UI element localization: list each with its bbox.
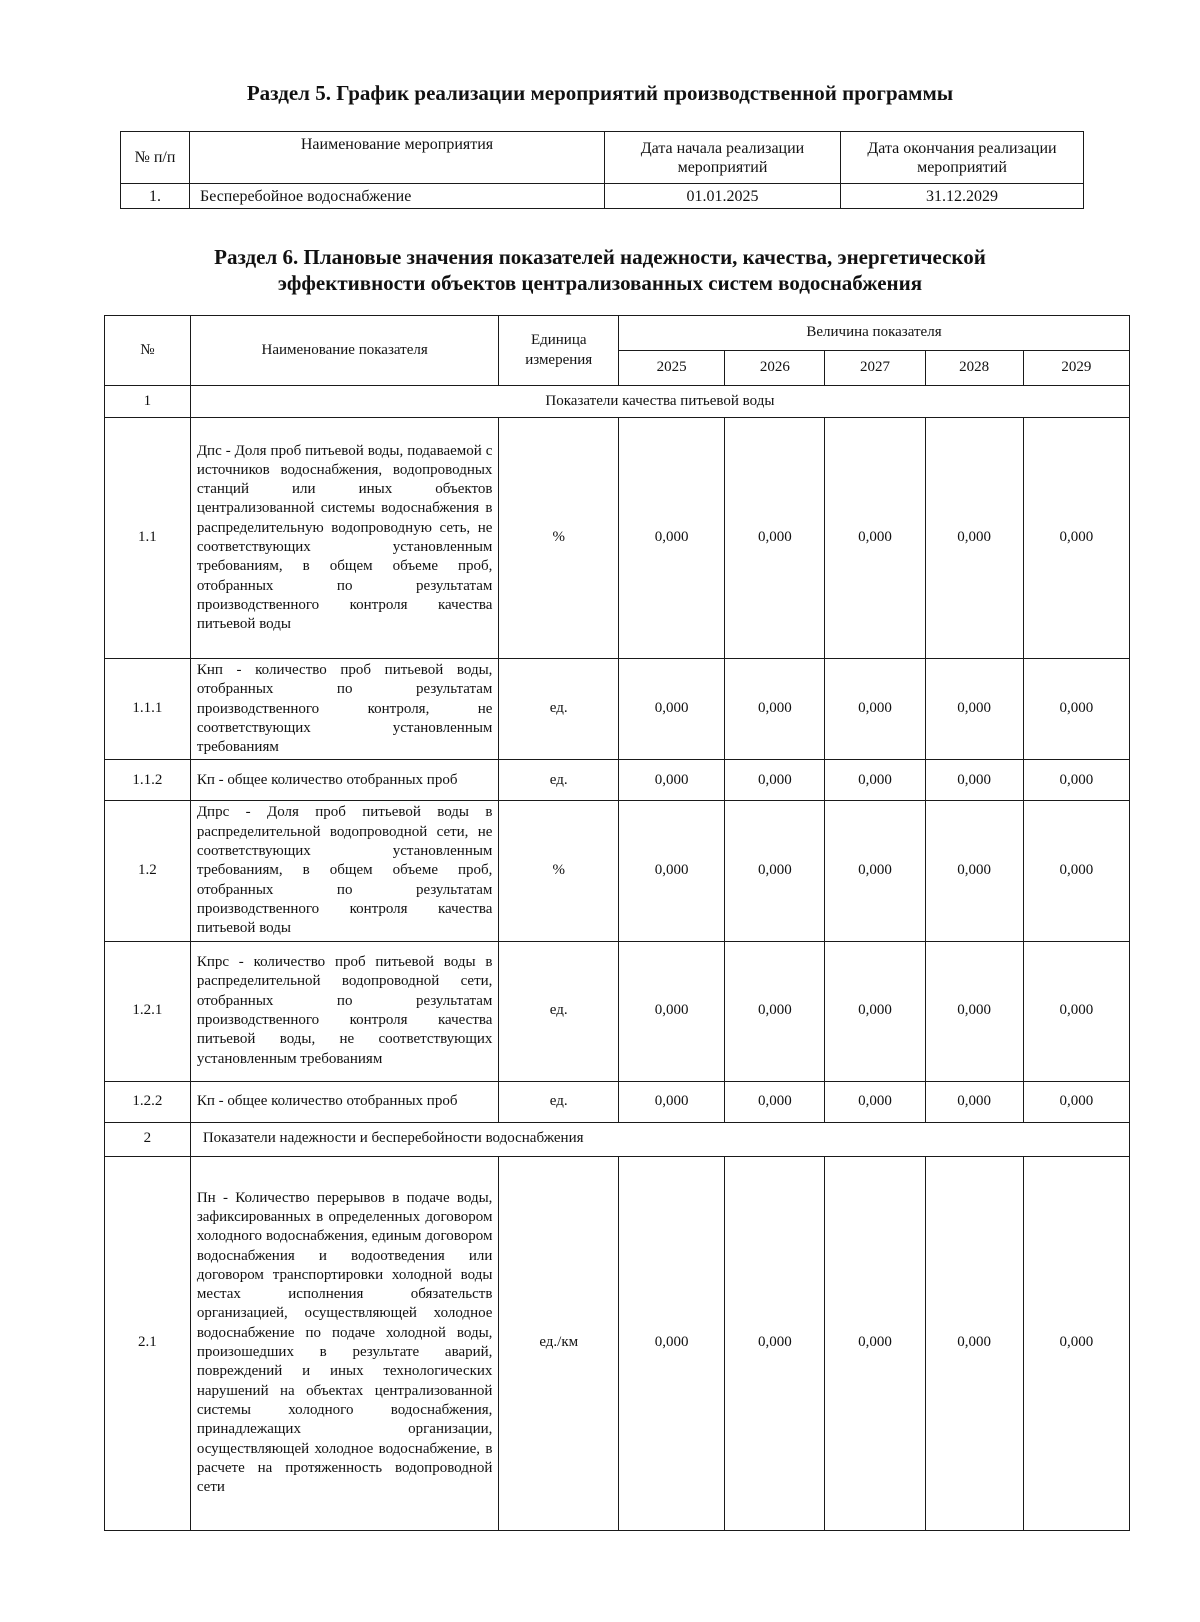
row-value-2028: 0,000 <box>925 418 1023 659</box>
table-row <box>105 1156 1130 1530</box>
col-header-year: 2029 <box>1023 351 1129 386</box>
table-row <box>105 801 1130 941</box>
row-value-2026: 0,000 <box>725 1156 825 1530</box>
row-num: 1.2.2 <box>105 1081 191 1122</box>
col-header-year: 2027 <box>825 351 925 386</box>
row-value-2027: 0,000 <box>825 418 925 659</box>
row-start-date: 01.01.2025 <box>605 184 841 209</box>
row-value-2027: 0,000 <box>825 760 925 801</box>
row-value-2029: 0,000 <box>1023 418 1129 659</box>
row-value-2026: 0,000 <box>725 418 825 659</box>
header-row-1 <box>105 316 1130 351</box>
row-value-2027: 0,000 <box>825 1081 925 1122</box>
row-unit: ед./км <box>499 1156 619 1530</box>
row-unit: ед. <box>499 760 619 801</box>
row-value-2025: 0,000 <box>619 941 725 1081</box>
row-indicator-name: Кпрс - количество проб питьевой воды в распределительной водопроводной сети, отобранных по результатам производственного контроля качества питьевой воды, не соответствующих установленным требованиям <box>190 941 499 1081</box>
row-indicator-name: Кп - общее количество отобранных проб <box>190 1081 499 1122</box>
group-row <box>105 386 1130 418</box>
row-value-2027: 0,000 <box>825 941 925 1081</box>
row-value-2027: 0,000 <box>825 1156 925 1530</box>
row-value-2026: 0,000 <box>725 760 825 801</box>
section5-title: Раздел 5. График реализации мероприятий производственной программы <box>246 81 954 105</box>
col-header-event-name: Наименование мероприятия <box>190 132 605 184</box>
section5-header-row <box>121 132 1084 184</box>
row-num: 1. <box>121 184 190 209</box>
row-num: 1.1.2 <box>105 760 191 801</box>
col-header-indicator-name: Наименование показателя <box>190 316 499 386</box>
table-row <box>105 760 1130 801</box>
row-value-2026: 0,000 <box>725 1081 825 1122</box>
row-unit: % <box>499 801 619 941</box>
table-row <box>105 418 1130 659</box>
row-num: 1.1 <box>105 418 191 659</box>
row-indicator-name: Дпрс - Доля проб питьевой воды в распределительной водопроводной сети, не соответствующих установленным требованиям, в общем объеме проб, отобранных по результатам производственного контроля качества питьевой воды <box>190 801 499 941</box>
row-indicator-name: Кп - общее количество отобранных проб <box>190 760 499 801</box>
row-value-2028: 0,000 <box>925 801 1023 941</box>
row-unit: ед. <box>499 659 619 760</box>
row-indicator-name: Дпс - Доля проб питьевой воды, подаваемой с источников водоснабжения, водопроводных станций или иных объектов централизованной системы водоснабжения в распределительную водопроводную сеть, не соответствующих установленным требованиям, в общем объеме проб, отобранных по результатам производственного контроля качества питьевой воды <box>190 418 499 659</box>
table-row <box>105 941 1130 1081</box>
row-value-2029: 0,000 <box>1023 659 1129 760</box>
row-num: 1.2 <box>105 801 191 941</box>
row-value-2026: 0,000 <box>725 659 825 760</box>
row-value-2028: 0,000 <box>925 941 1023 1081</box>
group-num: 2 <box>105 1122 191 1156</box>
section6-indicators-table <box>104 315 1130 1531</box>
row-value-2025: 0,000 <box>619 659 725 760</box>
row-indicator-name: Пн - Количество перерывов в подаче воды, зафиксированных в определенных договором холодного водоснабжения, единым договором водоснабжения и водоотведения или договором транспортировки холодной воды местах исполнения обязательств организацией, осуществляющей холодное водоснабжение по подаче холодной воды, произошедших в результате аварий, повреждений и иных технологических нарушений на объектах централизованной системы холодного водоснабжения, принадлежащих организации, осуществляющей холодное водоснабжение, в расчете на протяженность водопроводной сети <box>190 1156 499 1530</box>
row-value-2028: 0,000 <box>925 1081 1023 1122</box>
group-row <box>105 1122 1130 1156</box>
row-value-2028: 0,000 <box>925 659 1023 760</box>
row-indicator-name: Кнп - количество проб питьевой воды, отобранных по результатам производственного контроля, не соответствующих установленным требованиям <box>190 659 499 760</box>
row-value-2025: 0,000 <box>619 801 725 941</box>
row-value-2029: 0,000 <box>1023 760 1129 801</box>
table-row <box>121 184 1084 209</box>
row-value-2027: 0,000 <box>825 801 925 941</box>
row-value-2029: 0,000 <box>1023 1081 1129 1122</box>
row-unit: % <box>499 418 619 659</box>
row-value-2026: 0,000 <box>725 801 825 941</box>
col-header-year: 2028 <box>925 351 1023 386</box>
row-end-date: 31.12.2029 <box>841 184 1084 209</box>
row-num: 1.1.1 <box>105 659 191 760</box>
col-header-year: 2026 <box>725 351 825 386</box>
group-title: Показатели надежности и бесперебойности водоснабжения <box>190 1122 1129 1156</box>
col-header-num: № п/п <box>121 132 190 184</box>
row-unit: ед. <box>499 941 619 1081</box>
col-header-unit: Единица измерения <box>499 316 619 386</box>
col-header-num: № <box>105 316 191 386</box>
col-header-value-group: Величина показателя <box>619 316 1130 351</box>
section5-schedule-table <box>120 131 1084 209</box>
col-header-end-date: Дата окончания реализации мероприятий <box>841 132 1084 184</box>
row-value-2025: 0,000 <box>619 1156 725 1530</box>
row-unit: ед. <box>499 1081 619 1122</box>
row-value-2025: 0,000 <box>619 418 725 659</box>
row-value-2028: 0,000 <box>925 1156 1023 1530</box>
section6-title: Раздел 6. Плановые значения показателей надежности, качества, энергетической эффективности объектов централизованных систем водоснабжения <box>214 245 986 295</box>
table-row <box>105 1081 1130 1122</box>
row-num: 2.1 <box>105 1156 191 1530</box>
row-value-2025: 0,000 <box>619 1081 725 1122</box>
col-header-start-date: Дата начала реализации мероприятий <box>605 132 841 184</box>
group-num: 1 <box>105 386 191 418</box>
row-value-2029: 0,000 <box>1023 941 1129 1081</box>
table-row <box>105 659 1130 760</box>
row-value-2028: 0,000 <box>925 760 1023 801</box>
row-event-name: Бесперебойное водоснабжение <box>190 184 605 209</box>
row-value-2027: 0,000 <box>825 659 925 760</box>
group-title: Показатели качества питьевой воды <box>190 386 1129 418</box>
col-header-year: 2025 <box>619 351 725 386</box>
row-value-2026: 0,000 <box>725 941 825 1081</box>
row-value-2029: 0,000 <box>1023 801 1129 941</box>
row-value-2025: 0,000 <box>619 760 725 801</box>
row-num: 1.2.1 <box>105 941 191 1081</box>
row-value-2029: 0,000 <box>1023 1156 1129 1530</box>
